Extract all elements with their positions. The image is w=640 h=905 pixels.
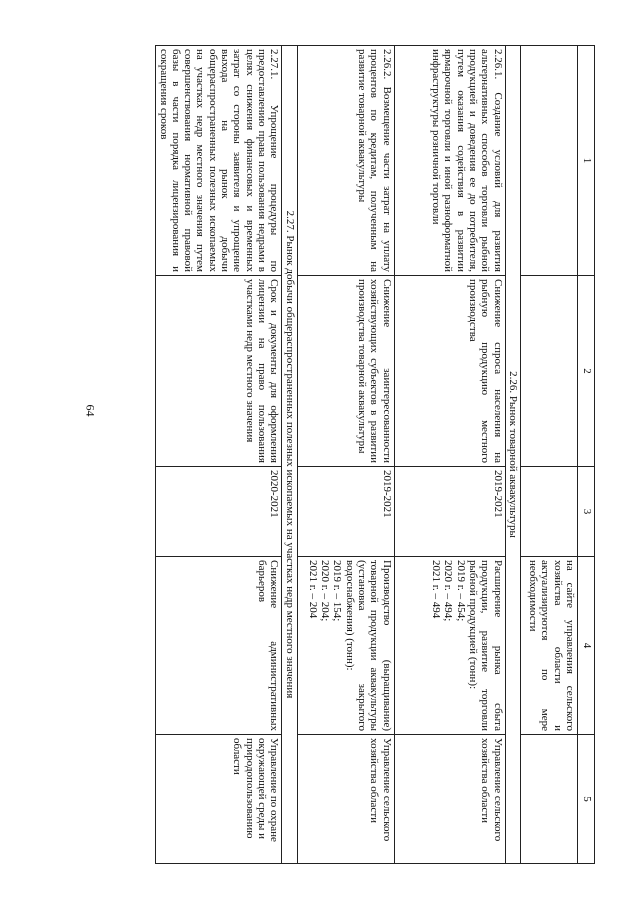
empty-cell xyxy=(521,735,578,864)
table-row xyxy=(521,46,578,864)
result-text: Производство (выращивание) товарной продукции аквакультуры (установка закрытого водоснабжения) (тонн): xyxy=(343,560,393,731)
column-number-row xyxy=(578,46,595,864)
column-number: 5 xyxy=(578,735,595,864)
measure-cell: 2.26.1. Создание условий для развития альтернативных способов торговли рыбной продукцией и доведения ее до потребителя, путем оказания содействия в развитии ярмарочной торговли и иной разноформатной инфраструктуры розничной торговли xyxy=(394,46,505,276)
table-row xyxy=(156,46,282,864)
measures-table xyxy=(155,45,595,864)
result-value: 2021 г. – 494 xyxy=(430,560,443,619)
column-number: 4 xyxy=(578,557,595,735)
result-value: 2019 г. – 454; xyxy=(454,560,467,622)
problem-cell: Срок и документы для оформления лицензии на право пользования участками недр местного значения xyxy=(156,276,282,467)
result-cell xyxy=(297,557,394,735)
table-row xyxy=(394,46,505,864)
result-cell: Снижение административных барьеров xyxy=(156,557,282,735)
result-value: 2020 г. – 494; xyxy=(442,560,455,622)
period-cell: 2020-2021 xyxy=(156,467,282,557)
executor-cell: Управление сельского хозяйства области xyxy=(394,735,505,864)
problem-cell: Снижение заинтересованности хозяйствующих субъектов в развитии производства товарной аквакультуры xyxy=(297,276,394,467)
empty-cell xyxy=(521,276,578,467)
result-value: 2021 г. – 204 xyxy=(306,560,319,619)
section-title: 2.27. Рынок добычи общераспространенных полезных ископаемых на участках недр местного значения xyxy=(282,46,297,864)
period-cell: 2019-2021 xyxy=(394,467,505,557)
column-number: 1 xyxy=(578,46,595,276)
measure-cell: 2.26.2. Возмещение части затрат на уплату процентов по кредитам, полученным на развитие товарной аквакультуры xyxy=(297,46,394,276)
result-value: 2020 г. – 204; xyxy=(319,560,332,622)
result-value: 2019 г. – 154; xyxy=(331,560,344,622)
section-title: 2.26. Рынок товарной аквакультуры xyxy=(505,46,520,864)
executor-cell: Управление по охране окружающей среды и природопользованию области xyxy=(156,735,282,864)
period-cell: 2019-2021 xyxy=(297,467,394,557)
table-row xyxy=(297,46,394,864)
section-heading-row xyxy=(505,46,520,864)
column-number: 2 xyxy=(578,276,595,467)
executor-cell: Управление сельского хозяйства области xyxy=(297,735,394,864)
empty-cell xyxy=(521,46,578,276)
section-heading-row xyxy=(282,46,297,864)
empty-cell xyxy=(521,467,578,557)
column-number: 3 xyxy=(578,467,595,557)
problem-cell: Снижение спроса населения на рыбную продукцию местного производства xyxy=(394,276,505,467)
result-cell xyxy=(394,557,505,735)
result-cell: на сайте управления сельского хозяйства области и актуализируются по мере необходимости xyxy=(521,557,578,735)
page-number: 64 xyxy=(83,404,98,417)
result-text: Расширение рынка сбыта продукции, развитие торговли рыбной продукцией (тонн): xyxy=(467,560,504,731)
measure-cell: 2.27.1. Упрощение процедуры по предоставлению права пользования недрами в целях снижения финансовых и временных затрат со стороны заявителя и упрощение выхода на рынок добычи общераспространенных полезных ископаемых на участках недр местного значения путем совершенствования нормативной правовой базы в части порядка лицензирования и сокращения сроков xyxy=(156,46,282,276)
